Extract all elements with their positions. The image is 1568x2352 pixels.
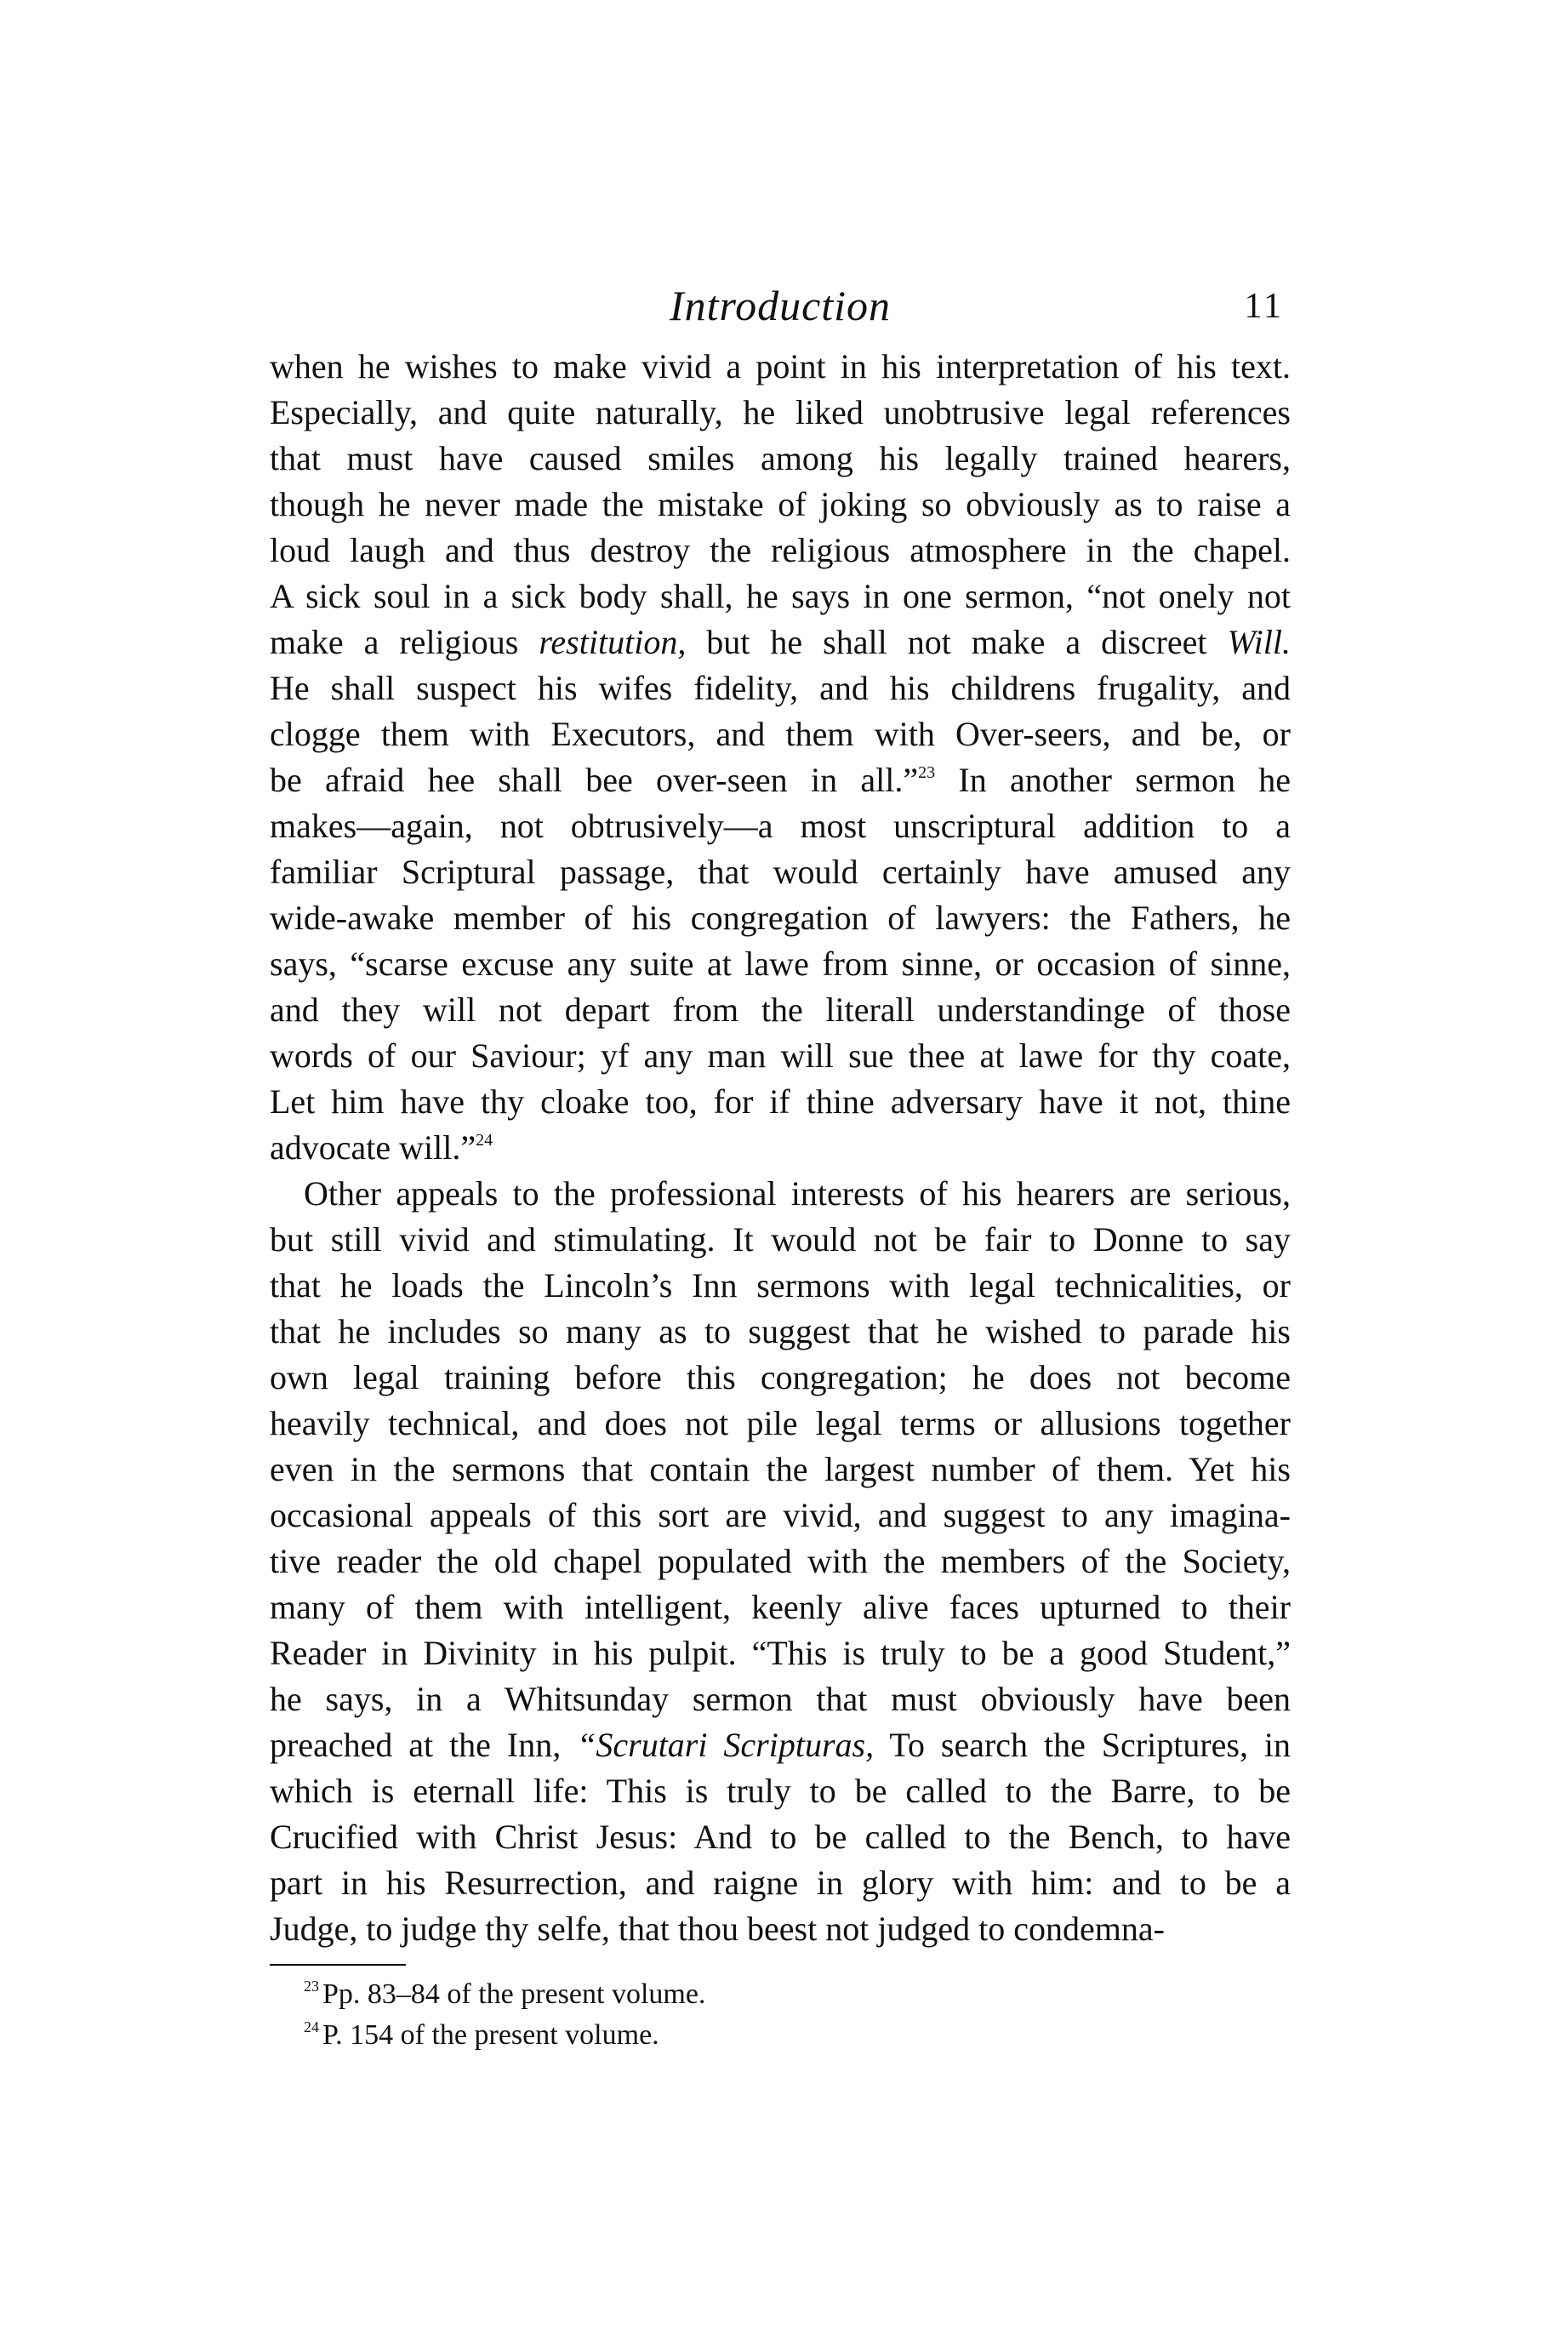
text-line: though he never made the mistake of joking so obviously as to raise a xyxy=(270,485,1291,523)
text-line: be afraid hee shall bee over-seen in all.”$^{23}$ In another sermon he xyxy=(270,761,1291,799)
italic-text: Will. xyxy=(1227,623,1291,661)
text-line: that he includes so many as to suggest that he wished to parade his xyxy=(270,1312,1291,1350)
footnotes xyxy=(270,1974,1291,2056)
footnote xyxy=(270,2015,1291,2056)
footnote-marker: 24 xyxy=(304,2018,319,2035)
text-line: makes—again, not obtrusively—a most unscriptural addition to a xyxy=(270,807,1291,845)
page-number: 11 xyxy=(1244,287,1284,326)
text-line: Reader in Divinity in his pulpit. “This is truly to be a good Student,” xyxy=(270,1634,1291,1672)
text-line: clogge them with Executors, and them with Over-seers, and be, or xyxy=(270,715,1291,753)
text-line: which is eternall life: This is truly to be called to the Barre, to be xyxy=(270,1772,1291,1810)
text-line: preached at the Inn, “Scrutari Scripturas, To search the Scriptures, in xyxy=(270,1726,1291,1764)
text-line: heavily technical, and does not pile legal terms or allusions together xyxy=(270,1404,1291,1442)
running-title: Introduction xyxy=(669,282,892,329)
footnote xyxy=(270,1974,1291,2015)
body-text xyxy=(270,344,1291,1952)
running-head xyxy=(270,281,1291,344)
text-line: Crucified with Christ Jesus: And to be called to the Bench, to have xyxy=(270,1818,1291,1856)
text-line: occasional appeals of this sort are vivid, and suggest to any imagina- xyxy=(270,1496,1291,1534)
text-line: loud laugh and thus destroy the religious atmosphere in the chapel. xyxy=(270,531,1291,569)
text-line: own legal training before this congregation; he does not become xyxy=(270,1358,1291,1396)
italic-text: restitution, xyxy=(539,623,687,661)
text-line: he says, in a Whitsunday sermon that must obviously have been xyxy=(270,1680,1291,1718)
text-line: familiar Scriptural passage, that would certainly have amused any xyxy=(270,853,1291,891)
text-line: Let him have thy cloake too, for if thine adversary have it not, thine xyxy=(270,1082,1291,1121)
text-line: Other appeals to the professional interests of his hearers are serious, xyxy=(304,1174,1291,1213)
text-line: and they will not depart from the literall understandinge of those xyxy=(270,990,1291,1029)
text-line: says, “scarse excuse any suite at lawe from sinne, or occasion of sinne, xyxy=(270,945,1291,983)
footnote-text: Pp. 83–84 of the present volume. xyxy=(322,1978,706,2010)
text-line: even in the sermons that contain the largest number of them. Yet his xyxy=(270,1450,1291,1488)
footnote-marker: 23 xyxy=(304,1978,319,1995)
text-line: part in his Resurrection, and raigne in glory with him: and to be a xyxy=(270,1864,1291,1902)
text-line: many of them with intelligent, keenly alive faces upturned to their xyxy=(270,1588,1291,1626)
text-line: wide-awake member of his congregation of lawyers: the Fathers, he xyxy=(270,899,1291,937)
footnote-reference: 24 xyxy=(476,1131,493,1150)
footnote-rule xyxy=(270,1964,406,1966)
text-line: advocate will.”$^{24}$ xyxy=(270,1128,493,1167)
paragraph xyxy=(270,344,1291,1171)
text-line: when he wishes to make vivid a point in his interpretation of his text. xyxy=(270,347,1291,385)
footnote-text: P. 154 of the present volume. xyxy=(322,2019,659,2051)
paragraph xyxy=(270,1171,1291,1952)
text-line: He shall suspect his wifes fidelity, and his childrens frugality, and xyxy=(270,669,1291,707)
italic-text: “Scrutari Scripturas, xyxy=(577,1726,875,1764)
text-line: but still vivid and stimulating. It would not be fair to Donne to say xyxy=(270,1220,1291,1259)
text-line: words of our Saviour; yf any man will sue thee at lawe for thy coate, xyxy=(270,1036,1291,1075)
book-page xyxy=(270,281,1291,2056)
text-line: Judge, to judge thy selfe, that thou beest not judged to condemna- xyxy=(270,1910,1165,1948)
text-line: tive reader the old chapel populated with the members of the Society, xyxy=(270,1542,1291,1580)
footnote-reference: 23 xyxy=(918,763,936,782)
text-line: that must have caused smiles among his legally trained hearers, xyxy=(270,439,1291,477)
text-line: A sick soul in a sick body shall, he says in one sermon, “not onely not xyxy=(270,577,1291,615)
text-line: make a religious restitution, but he shall not make a discreet Will. xyxy=(270,623,1291,661)
text-line: that he loads the Lincoln’s Inn sermons with legal technicalities, or xyxy=(270,1266,1291,1304)
text-line: Especially, and quite naturally, he liked unobtrusive legal references xyxy=(270,393,1291,431)
